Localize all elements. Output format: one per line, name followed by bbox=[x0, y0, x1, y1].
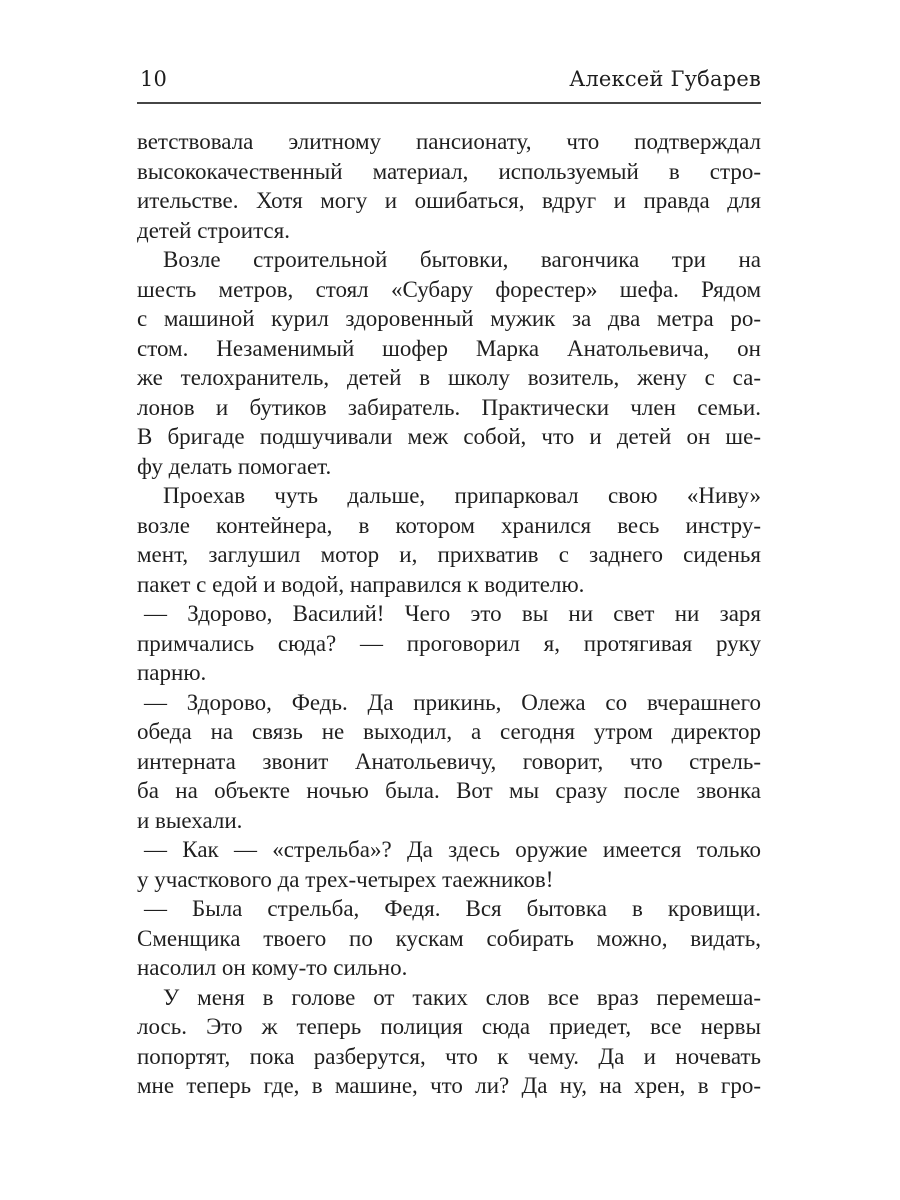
text-line: лось. Это ж теперь полиция сюда приедет, все нервы bbox=[137, 1014, 761, 1039]
running-header bbox=[137, 0, 761, 91]
text-line: фу делать помогает. bbox=[137, 453, 332, 479]
text-line: насолил он кому-то сильно. bbox=[137, 955, 408, 980]
text-line: ветствовала элитному пансионату, что подтверждал bbox=[137, 129, 761, 154]
text-line: высококачественный материал, используемый в стро- bbox=[137, 158, 761, 184]
text-line: У меня в голове от таких слов все враз перемеша- bbox=[163, 984, 761, 1010]
paragraph bbox=[137, 599, 761, 688]
header-divider-rule bbox=[137, 102, 761, 104]
text-line: — Была стрельба, Федя. Вся бытовка в кровищи. bbox=[144, 896, 761, 921]
paragraph bbox=[137, 894, 761, 983]
text-line: шесть метров, стоял «Субару форестер» шефа. Рядом bbox=[137, 276, 761, 302]
running-header-author: Алексей Губарев bbox=[569, 67, 761, 91]
text-line: — Здорово, Федь. Да прикинь, Олежа со вчерашнего bbox=[144, 689, 761, 715]
paragraph bbox=[137, 983, 761, 1101]
text-line: ительстве. Хотя могу и ошибаться, вдруг и правда для bbox=[137, 188, 761, 213]
text-line: попортят, пока разберутся, что к чему. Да и ночевать bbox=[137, 1043, 761, 1069]
text-line: у участкового да трех-четырех таежников! bbox=[137, 866, 554, 892]
text-line: стом. Незаменимый шофер Марка Анатольевича, он bbox=[137, 335, 761, 361]
text-line: мне теперь где, в машине, что ли? Да ну, на хрен, в гро- bbox=[137, 1073, 761, 1098]
paragraph bbox=[137, 688, 761, 836]
text-line: Сменщика твоего по кускам собирать можно, видать, bbox=[137, 925, 761, 951]
text-line: В бригаде подшучивали меж собой, что и детей он ше- bbox=[137, 424, 761, 449]
text-line: же телохранитель, детей в школу возитель, жену с са- bbox=[137, 365, 761, 390]
text-line: парню. bbox=[137, 660, 207, 685]
text-line: примчались сюда? — проговорил я, протягивая руку bbox=[137, 630, 761, 656]
text-line: лонов и бутиков забиратель. Практически член семьи. bbox=[137, 394, 761, 420]
paragraph bbox=[137, 835, 761, 894]
text-line: ба на объекте ночью была. Вот мы сразу после звонка bbox=[137, 778, 761, 803]
text-line: интерната звонит Анатольевичу, говорит, что стрель- bbox=[137, 748, 761, 774]
text-line: и выехали. bbox=[137, 807, 243, 833]
text-line: Проехав чуть дальше, припарковал свою «Ниву» bbox=[163, 483, 761, 508]
page-content bbox=[137, 0, 761, 1101]
text-line: обеда на связь не выходил, а сегодня утром директор bbox=[137, 719, 761, 744]
text-line: — Здорово, Василий! Чего это вы ни свет ни заря bbox=[144, 601, 761, 626]
text-line: мент, заглушил мотор и, прихватив с заднего сиденья bbox=[137, 542, 761, 567]
paragraph bbox=[137, 481, 761, 599]
page-text bbox=[137, 127, 761, 1101]
text-line: с машиной курил здоровенный мужик за два метра ро- bbox=[137, 306, 761, 331]
text-line: возле контейнера, в котором хранился весь инстру- bbox=[137, 512, 761, 538]
text-line: пакет с едой и водой, направился к водителю. bbox=[137, 571, 585, 597]
text-line: — Как — «стрельба»? Да здесь оружие имеется только bbox=[144, 837, 761, 862]
text-line: детей строится. bbox=[137, 217, 290, 243]
text-line: Возле строительной бытовки, вагончика три на bbox=[163, 247, 761, 272]
page-number: 10 bbox=[140, 67, 168, 91]
paragraph bbox=[137, 127, 761, 245]
paragraph bbox=[137, 245, 761, 481]
